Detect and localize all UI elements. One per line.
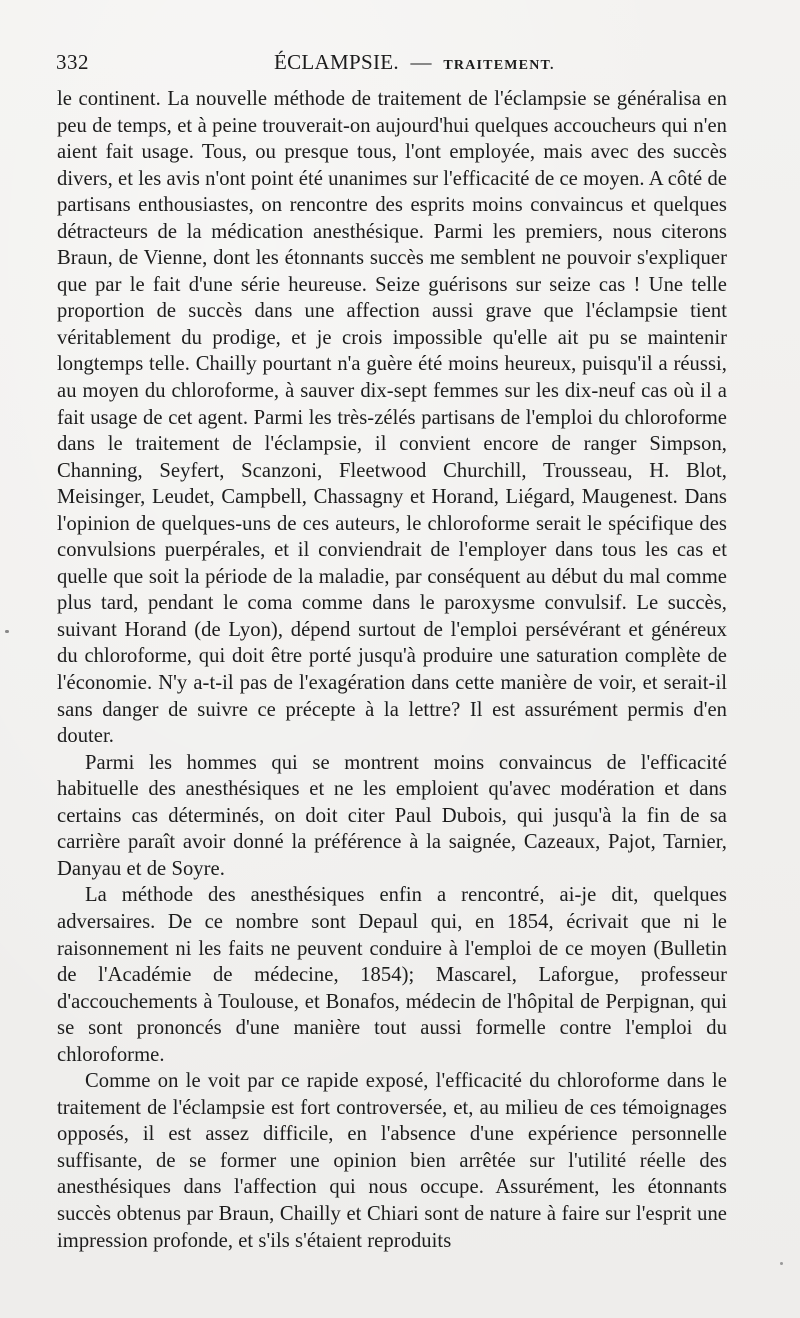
title-sub: TRAITEMENT. [443,58,555,73]
body-text [57,86,727,1254]
ink-dot [780,1262,783,1265]
title-separator: — [410,50,432,74]
paragraph-3: La méthode des anesthésiques enfin a rencontré, ai-je dit, quelques adversaires. De ce nombre sont Depaul qui, en 1854, écrivait que ni le raisonnement ni les faits ne peuvent conduire à l'emploi de ce moyen (Bulletin de l'Académie de médecine, 1854); Mascarel, Laforgue, professeur d'accouchements à Toulouse, et Bonafos, médecin de l'hôpital de Perpignan, qui se sont prononcés d'une manière tout aussi formelle contre l'emploi du chloroforme. [57,884,727,1066]
paragraph-2: Parmi les hommes qui se montrent moins convaincus de l'efficacité habituelle des anesthésiques et ne les emploient qu'avec modération et dans certains cas déterminés, on doit citer Paul Dubois, qui jusqu'à la fin de sa carrière paraît avoir donné la préférence à la saignée, Cazeaux, Pajot, Tarnier, Danyau et de Soyre. [57,751,727,880]
paragraph-4: Comme on le voit par ce rapide exposé, l'efficacité du chloroforme dans le traitement de l'éclampsie est fort controversée, et, au milieu de ces témoignages opposés, il est assez difficile, en l'absence d'une expérience personnelle suffisante, de se former une opinion bien arrêtée sur l'utilité réelle des anesthésiques dans l'affection qui nous occupe. Assurément, les étonnants succès obtenus par Braun, Chailly et Chiari sont de nature à faire sur l'esprit une impression profonde, et s'ils s'étaient reproduits [57,1070,727,1252]
page-number: 332 [56,50,89,74]
title-main: ÉCLAMPSIE. [274,50,399,74]
paragraph-1: le continent. La nouvelle méthode de traitement de l'éclampsie se généralisa en peu de temps, et à peine trouverait-on aujourd'hui quelques accoucheurs qui n'en aient fait usage. Tous, ou presque tous, l'ont employée, mais avec des succès divers, et les avis n'ont point été unanimes sur l'efficacité de ce moyen. A côté de partisans enthousiastes, on rencontre des esprits moins convaincus et quelques détracteurs de la médication anesthésique. Parmi les premiers, nous citerons Braun, de Vienne, dont les étonnants succès me semblent ne pouvoir s'expliquer que par le fait d'une série heureuse. Seize guérisons sur seize cas ! Une telle proportion de succès dans une affection aussi grave que l'éclampsie tient véritablement du prodige, et je crois impossible qu'elle ait pu se maintenir longtemps telle. Chailly pourtant n'a guère été moins heureux, puisqu'il a réussi, au moyen du chloroforme, à sauver dix-sept femmes sur les dix-neuf cas où il a fait usage de cet agent. Parmi les très-zélés partisans de l'emploi du chloroforme dans le traitement de l'éclampsie, il convient encore de ranger Simpson, Channing, Seyfert, Scanzoni, Fleetwood Churchill, Trousseau, H. Blot, Meisinger, Leudet, Campbell, Chassagny et Horand, Liégard, Maugenest. Dans l'opinion de quelques-uns de ces auteurs, le chloroforme serait le spécifique des convulsions puerpérales, et il conviendrait de l'employer dans tous les cas et quelle que soit la période de la maladie, par conséquent au début du mal comme plus tard, pendant le coma comme dans le paroxysme convulsif. Le succès, suivant Horand (de Lyon), dépend surtout de l'emploi persévérant et généreux du chloroforme, qui doit être porté jusqu'à produire une saturation complète de l'économie. N'y a-t-il pas de l'exagération dans cette manière de voir, et serait-il sans danger de suivre ce précepte à la lettre? Il est assurément permis d'en douter. [57,88,727,748]
running-header [56,50,754,82]
running-title [274,50,555,75]
margin-mark [5,630,9,633]
